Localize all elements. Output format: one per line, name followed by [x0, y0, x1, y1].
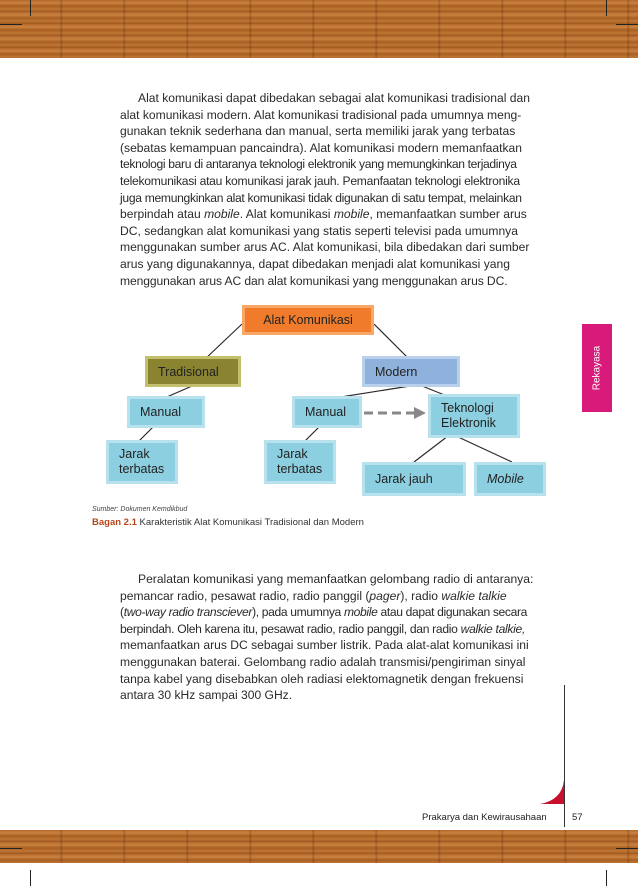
text-line: Peralatan komunikasi yang memanfaatkan gelombang radio di antaranya: — [138, 572, 534, 586]
node-jarak-terbatas-mid: Jarak terbatas — [264, 440, 336, 484]
text-line: telekomunikasi atau komunikasi jarak jauh. Pemanfaatan teknologi elektronika — [120, 173, 520, 188]
node-manual-right: Manual — [292, 396, 362, 428]
crop-mark — [606, 0, 607, 16]
node-teknologi-elektronik: Teknologi Elektronik — [428, 394, 520, 438]
text-line: menggunakan baterai. Gelombang radio adalah transmisi/pengiriman sinyal — [120, 654, 526, 669]
communication-tree-diagram — [92, 300, 562, 498]
text-line: antara 30 kHz sampai 300 GHz. — [120, 688, 293, 703]
crop-mark — [0, 848, 22, 849]
text-line: menggunakan sumber arus AC. Alat komunikasi, bila dibedakan dari sumber — [120, 240, 530, 255]
footer-book-title: Prakarya dan Kewirausahaan — [422, 812, 547, 823]
paragraph-2 — [120, 571, 548, 704]
paragraph-1 — [120, 90, 548, 289]
node-manual-left: Manual — [127, 396, 205, 428]
text-line: memanfaatkan arus DC sebagai sumber listrik. Pada alat-alat komunikasi ini — [120, 638, 529, 653]
crop-mark — [0, 24, 22, 25]
crop-mark — [616, 24, 638, 25]
crop-mark — [616, 848, 638, 849]
text-line: tanpa kabel yang disebabkan oleh radiasi elektomagnetik dengan frekuensi — [120, 671, 524, 686]
text-line: alat komunikasi modern. Alat komunikasi tradisional pada umumnya meng- — [120, 107, 522, 122]
node-mobile: Mobile — [474, 462, 546, 496]
node-modern: Modern — [362, 356, 460, 387]
figure-source: Sumber: Dokumen Kemdikbud — [92, 506, 188, 513]
node-tradisional: Tradisional — [145, 356, 241, 387]
text-line: (two-way radio transciever), pada umumnya mobile atau dapat digunakan secara — [120, 605, 528, 620]
node-jarak-jauh: Jarak jauh — [362, 462, 466, 496]
side-tab-label: Rekayasa — [591, 345, 603, 391]
text-line: menggunakan arus AC dan alat komunikasi yang menggunakan arus DC. — [120, 273, 508, 288]
text-line: DC, sedangkan alat komunikasi yang statis seperti televisi pada umumnya — [120, 223, 518, 238]
connector-line — [456, 436, 512, 462]
crop-mark — [30, 870, 31, 886]
text-line: gunakan teknik sederhana dan manual, serta memiliki jarak yang terbatas — [120, 124, 516, 139]
node-jarak-terbatas-left: Jarak terbatas — [106, 440, 178, 484]
connector-line — [374, 324, 410, 360]
crop-mark — [30, 0, 31, 16]
node-alat-komunikasi: Alat Komunikasi — [242, 305, 374, 335]
text-line: Alat komunikasi dapat dibedakan sebagai alat komunikasi tradisional dan — [138, 91, 530, 105]
chapter-side-tab — [582, 324, 612, 412]
footer-vertical-rule — [564, 685, 565, 827]
wood-footer-band — [0, 830, 638, 863]
text-line: arus yang digunakannya, dapat dibedakan menjadi alat komunikasi yang — [120, 256, 510, 271]
wood-header-band — [0, 0, 638, 58]
figure-caption: Bagan 2.1 Karakteristik Alat Komunikasi Tradisional dan Modern — [92, 517, 364, 528]
text-line: berpindah. Oleh karena itu, pesawat radio, radio panggil, dan radio walkie talkie, — [120, 621, 525, 636]
text-line: teknologi baru di antaranya teknologi elektronik yang memungkinkan terjadinya — [120, 157, 517, 172]
connector-line — [204, 324, 242, 360]
crop-mark — [606, 870, 607, 886]
footer-red-corner — [540, 780, 564, 804]
text-line: pemancar radio, pesawat radio, radio panggil (pager), radio walkie talkie — [120, 588, 507, 603]
arrow-head — [414, 407, 426, 419]
text-line: (sebatas kemampuan pancaindra). Alat komunikasi modern memanfaatkan — [120, 140, 522, 155]
connector-line — [414, 436, 448, 462]
text-line: juga memungkinkan alat komunikasi tidak digunakan di satu tempat, melainkan — [120, 190, 522, 205]
text-line: berpindah atau mobile. Alat komunikasi mobile, memanfaatkan sumber arus — [120, 207, 527, 222]
page-number: 57 — [572, 812, 583, 823]
